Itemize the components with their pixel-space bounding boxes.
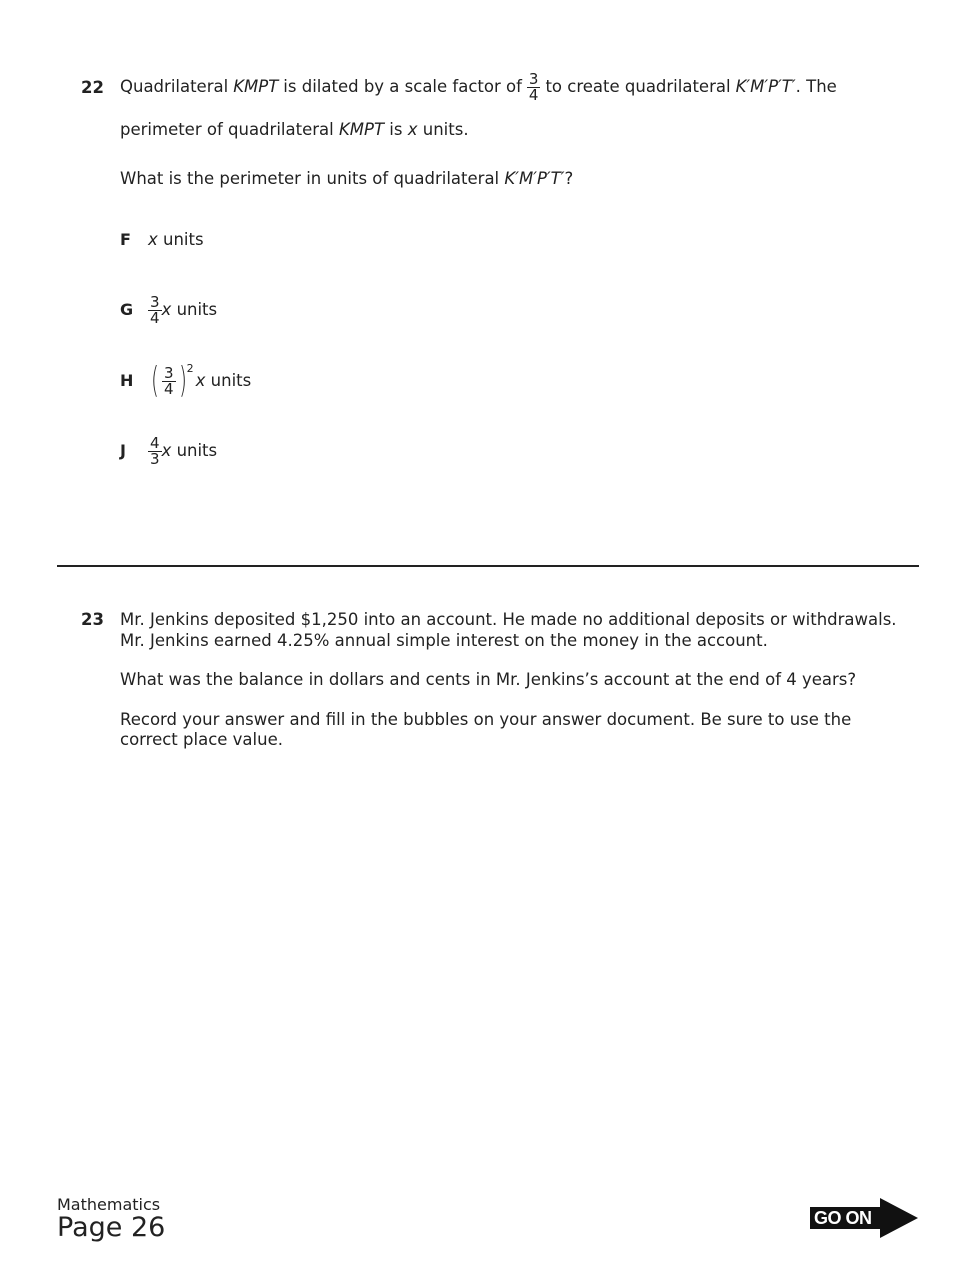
footer-subject: Mathematics — [57, 1195, 161, 1214]
unit: units — [176, 300, 218, 319]
question-23-stem-line1: Mr. Jenkins deposited $1,250 into an account. He made no additional deposits or withdrawals. — [120, 610, 897, 629]
fraction-numerator: 3 — [150, 292, 160, 311]
coefficient-fraction — [148, 433, 162, 468]
answer-option-f[interactable] — [120, 230, 204, 250]
fraction-denominator: 4 — [528, 85, 539, 104]
stem-text: Quadrilateral — [120, 77, 229, 96]
unit: units — [210, 371, 252, 390]
fraction-denominator: 4 — [164, 379, 174, 398]
squared-fraction — [148, 360, 194, 401]
stem-text: is — [389, 120, 403, 139]
answer-option-g[interactable] — [120, 290, 217, 330]
right-paren: ) — [178, 360, 187, 401]
unit: units — [176, 441, 218, 460]
variable: x — [407, 120, 418, 139]
question-23-instruction-line2: correct place value. — [120, 730, 283, 749]
section-divider — [57, 565, 919, 567]
image-shape-name: K′M′P′T′ — [504, 169, 565, 188]
shape-name: KMPT — [338, 120, 385, 139]
fraction-numerator: 4 — [150, 433, 160, 452]
variable: x — [161, 300, 172, 319]
option-letter: F — [120, 230, 131, 249]
scale-factor-fraction — [527, 69, 541, 104]
answer-option-h[interactable] — [120, 356, 251, 406]
fraction-numerator: 3 — [528, 69, 539, 88]
prompt-text: What is the perimeter in units of quadrilateral — [120, 169, 500, 188]
fraction-numerator: 3 — [164, 363, 174, 382]
fraction-denominator: 4 — [150, 308, 160, 327]
question-22-stem-line1 — [120, 65, 837, 109]
option-letter: G — [120, 300, 134, 319]
go-on-indicator — [810, 1197, 920, 1239]
question-22-number: 22 — [81, 78, 104, 97]
variable: x — [148, 230, 158, 249]
unit: units — [163, 230, 204, 249]
question-23-number: 23 — [81, 610, 104, 629]
question-23-instruction-line1: Record your answer and fill in the bubbles on your answer document. Be sure to use the — [120, 710, 852, 729]
prompt-end: ? — [564, 169, 574, 188]
question-23-prompt: What was the balance in dollars and cents in Mr. Jenkins’s account at the end of 4 years? — [120, 670, 857, 689]
stem-text: units. — [422, 120, 469, 139]
fraction-denominator: 3 — [150, 449, 160, 468]
left-paren: ( — [151, 360, 159, 401]
image-shape-name: K′M′P′T′ — [735, 77, 796, 96]
coefficient-fraction — [148, 292, 162, 327]
question-23-stem-line2: Mr. Jenkins earned 4.25% annual simple interest on the money in the account. — [120, 631, 768, 650]
question-22-prompt — [120, 169, 573, 189]
shape-name: KMPT — [233, 77, 279, 96]
stem-text: . The — [795, 77, 837, 96]
answer-option-j[interactable] — [120, 431, 217, 471]
stem-text: to create quadrilateral — [545, 77, 731, 96]
option-letter: H — [120, 371, 134, 390]
stem-text: is dilated by a scale factor of — [283, 77, 522, 96]
coefficient-fraction — [162, 363, 176, 398]
variable: x — [161, 441, 172, 460]
option-letter: J — [120, 441, 126, 460]
variable: x — [195, 371, 206, 390]
question-22-stem-line2 — [120, 120, 469, 140]
exponent: 2 — [186, 362, 194, 375]
page-number: Page 26 — [57, 1212, 166, 1243]
stem-text: perimeter of quadrilateral — [120, 120, 334, 139]
go-on-label: GO ON — [814, 1208, 872, 1228]
